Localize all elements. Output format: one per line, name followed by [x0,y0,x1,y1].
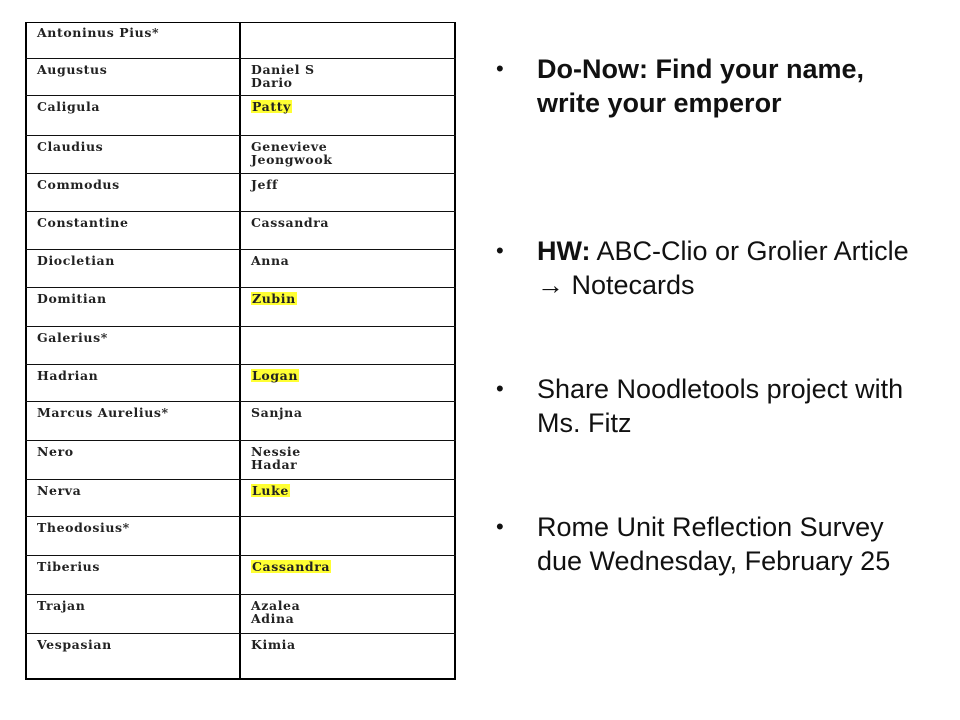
student-name: Dario [251,75,293,90]
student-names-cell [251,369,299,382]
student-name: Jeongwook [251,152,333,167]
table-row [25,95,456,135]
table-row [25,440,456,479]
table-row [25,22,456,58]
student-name: Jeff [251,177,279,192]
bullet-dot-icon: • [496,238,504,263]
student-names-cell [251,254,289,267]
emperor-name-cell: Constantine [37,215,129,230]
table-row [25,479,456,516]
table-row [25,249,456,287]
emperor-name-cell: Caligula [37,99,101,114]
student-names-cell [251,292,297,305]
emperor-name-cell: Antoninus Pius* [37,25,160,40]
homework-label: HW: [537,236,591,266]
student-names-cell [251,599,300,625]
student-name: Logan [252,368,299,383]
share-project-text: Share Noodletools project with Ms. Fitz [537,374,904,438]
student-names-cell [251,140,333,166]
table-row [25,287,456,326]
emperor-name-cell: Marcus Aurelius* [37,405,169,420]
student-name: Nessie [251,444,301,459]
student-name: Cassandra [251,215,330,230]
table-row [25,594,456,633]
table-row [25,364,456,401]
student-names-cell [251,638,296,651]
table-row [25,633,456,680]
homework-source: ABC-Clio or Grolier Article [590,236,909,266]
table-row [25,173,456,211]
reflection-survey-text: Rome Unit Reflection Survey due Wednesday, February 25 [537,512,891,576]
student-names-cell [251,216,329,229]
emperor-name-cell: Claudius [37,139,104,154]
student-name: Azalea [251,598,301,613]
student-name: Luke [252,483,289,498]
table-row [25,516,456,555]
student-names-cell [251,484,290,497]
table-row [25,211,456,249]
emperor-name-cell: Vespasian [37,637,112,652]
student-names-cell [251,445,301,471]
student-name: Hadar [251,457,298,472]
student-names-cell [251,178,278,191]
table-row [25,58,456,95]
student-name: Zubin [252,291,296,306]
student-name: Genevieve [251,139,328,154]
table-row [25,326,456,364]
bullet-dot-icon: • [496,56,504,81]
emperor-name-cell: Hadrian [37,368,99,383]
student-name: Anna [251,253,290,268]
table-row [25,555,456,594]
bullet-dot-icon: • [496,514,504,539]
student-name: Cassandra [252,559,331,574]
student-names-cell [251,100,292,113]
emperor-name-cell: Nerva [37,483,82,498]
emperor-name-cell: Tiberius [37,559,101,574]
table-row [25,401,456,440]
student-names-cell [251,63,315,89]
bullet-dot-icon: • [496,376,504,401]
emperor-name-cell: Diocletian [37,253,115,268]
emperor-name-cell: Galerius* [37,330,108,345]
student-name: Sanjna [251,405,303,420]
student-name: Patty [252,99,291,114]
do-now-text: Do-Now: Find your name, write your emperor [537,54,864,118]
emperor-name-cell: Nero [37,444,74,459]
student-name: Kimia [251,637,296,652]
arrow-right-icon: → [537,270,564,300]
emperor-name-cell: Domitian [37,291,107,306]
student-names-cell [251,406,303,419]
emperor-name-cell: Theodosius* [37,520,130,535]
student-name: Daniel S [251,62,315,77]
emperor-name-cell: Augustus [37,62,108,77]
homework-target: Notecards [564,270,695,300]
student-name: Adina [251,611,295,626]
emperor-name-cell: Trajan [37,598,86,613]
homework-text [537,234,932,302]
student-names-cell [251,560,331,573]
emperor-name-cell: Commodus [37,177,120,192]
table-row [25,135,456,173]
